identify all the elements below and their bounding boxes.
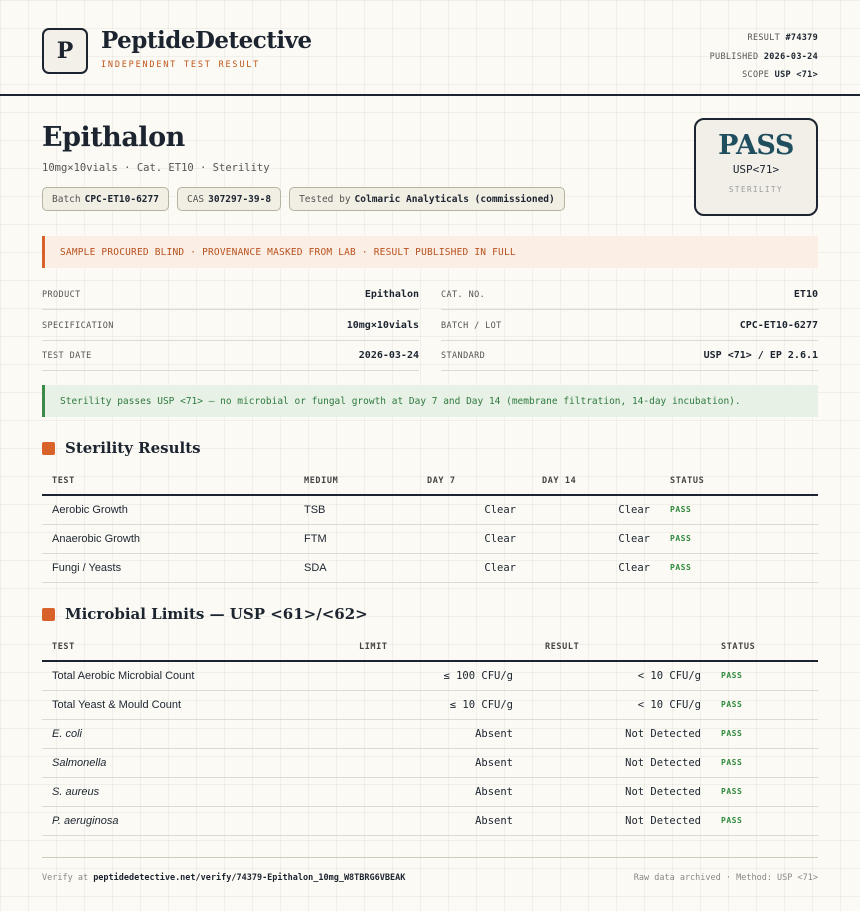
table-row: Fungi / Yeasts SDA Clear Clear PASS [42,553,818,582]
brand-logo[interactable]: P [42,28,88,74]
report-header [0,0,860,96]
published-date: 2026-03-24 [763,51,818,62]
blind-procurement-notice: SAMPLE PROCURED BLIND · PROVENANCE MASKED FROM LAB · RESULT PUBLISHED IN FULL [42,236,818,268]
info-row-test-date: TEST DATE 2026-03-24 [42,341,419,371]
table-row: Aerobic Growth TSB Clear Clear PASS [42,495,818,524]
meta-result: RESULT #74379 [747,33,818,43]
badge-category: STERILITY [728,185,784,194]
status-badge: PASS [711,806,818,835]
table-row: S. aureus Absent Not Detected PASS [42,777,818,806]
sterility-section-heading [42,439,201,457]
info-row-product: PRODUCT Epithalon [42,280,419,310]
cas-chip: CAS 307297-39-8 [177,187,281,211]
result-summary-note: Sterility passes USP <71> — no microbial or fungal growth at Day 7 and Day 14 (membrane filtration, 14-day incubation). [42,385,818,417]
table-row: Anaerobic Growth FTM Clear Clear PASS [42,524,818,553]
product-subtitle: 10mg×10vials · Cat. ET10 · Sterility [42,162,270,174]
result-number: #74379 [785,33,818,43]
product-title: Epithalon [42,122,185,153]
table-row: E. coli Absent Not Detected PASS [42,719,818,748]
section-marker-icon [42,608,55,621]
microbial-header-row: TEST LIMIT RESULT STATUS [42,633,818,661]
table-row: Salmonella Absent Not Detected PASS [42,748,818,777]
verify-line: Verify at peptidedetective.net/verify/74379-Epithalon_10mg_W8TBRG6VBEAK [42,872,406,883]
sterility-section-title: Sterility Results [65,439,201,457]
table-row: Total Yeast & Mould Count ≤ 10 CFU/g < 10 CFU/g PASS [42,690,818,719]
brand-name[interactable]: PeptideDetective [101,27,312,54]
info-row-specification: SPECIFICATION 10mg×10vials [42,311,419,341]
sterility-header-row: TEST MEDIUM DAY 7 DAY 14 STATUS [42,467,818,495]
scope-value: USP <71> [774,70,818,80]
pass-badge [694,118,818,216]
verify-link[interactable]: peptidedetective.net/verify/74379-Epithalon_10mg_W8TBRG6VBEAK [93,872,406,883]
batch-chip: Batch CPC-ET10-6277 [42,187,169,211]
microbial-section-heading [42,605,368,623]
verdict-text: PASS [718,130,794,161]
product-chips [42,187,565,211]
status-badge: PASS [711,661,818,690]
info-row-cat-no: CAT. NO. ET10 [441,280,818,310]
badge-standard: USP<71> [732,163,780,176]
section-marker-icon [42,442,55,455]
table-row: Total Aerobic Microbial Count ≤ 100 CFU/g < 10 CFU/g PASS [42,661,818,690]
sterility-table [42,467,818,583]
report-footer [42,857,818,897]
tested-by-chip: Tested by Colmaric Analyticals (commissioned) [289,187,565,211]
status-badge: PASS [711,777,818,806]
status-badge: PASS [711,748,818,777]
status-badge: PASS [660,495,818,524]
status-badge: PASS [711,690,818,719]
microbial-limits-table [42,633,818,836]
status-badge: PASS [711,719,818,748]
meta-published: PUBLISHED 2026-03-24 [709,51,818,62]
table-row: P. aeruginosa Absent Not Detected PASS [42,806,818,835]
brand-tagline: INDEPENDENT TEST RESULT [101,60,261,70]
info-row-standard: STANDARD USP <71> / EP 2.6.1 [441,341,818,371]
footer-method-note: Raw data archived · Method: USP <71> [633,872,818,883]
status-badge: PASS [660,553,818,582]
info-row-batch-lot: BATCH / LOT CPC-ET10-6277 [441,311,818,341]
status-badge: PASS [660,524,818,553]
report-meta [710,29,818,85]
meta-scope: SCOPE USP <71> [742,70,818,80]
microbial-section-title: Microbial Limits — USP <61>/<62> [65,605,368,623]
